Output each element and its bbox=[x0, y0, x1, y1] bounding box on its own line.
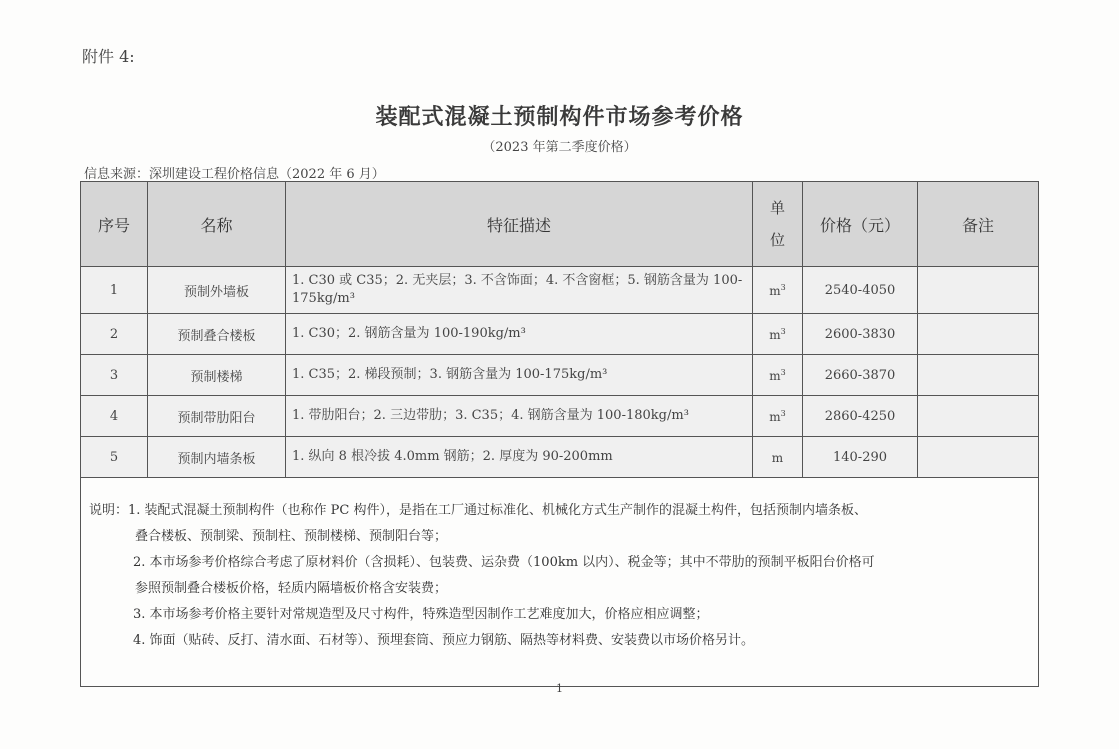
table-row bbox=[81, 267, 1039, 314]
row-unit bbox=[753, 396, 803, 437]
row-name: 预制叠合楼板 bbox=[148, 314, 286, 355]
row-name: 预制楼梯 bbox=[148, 355, 286, 396]
unit-sup: 3 bbox=[780, 408, 786, 418]
notes-cell bbox=[81, 478, 1039, 687]
row-name: 预制带肋阳台 bbox=[148, 396, 286, 437]
row-price: 2600-3830 bbox=[803, 314, 918, 355]
header-unit-line2: 位 bbox=[769, 231, 785, 249]
document-subtitle: （2023 年第二季度价格） bbox=[482, 140, 637, 155]
note-line: 参照预制叠合楼板价格，轻质内隔墙板价格含安装费； bbox=[135, 581, 448, 596]
row-desc: 1. C35；2. 梯段预制；3. 钢筋含量为 100-175kg/m³ bbox=[286, 355, 753, 396]
header-unit bbox=[753, 182, 803, 267]
row-index: 2 bbox=[81, 314, 148, 355]
note-line: 2. 本市场参考价格综合考虑了原材料价（含损耗）、包装费、运杂费（100km 以内）、税金等；其中不带肋的预制平板阳台价格可 bbox=[133, 555, 875, 570]
row-index: 3 bbox=[81, 355, 148, 396]
unit-base: m bbox=[769, 409, 781, 424]
table-row bbox=[81, 396, 1039, 437]
header-name: 名称 bbox=[148, 182, 286, 267]
row-price: 2860-4250 bbox=[803, 396, 918, 437]
unit-base: m bbox=[771, 450, 784, 465]
row-desc: 1. 纵向 8 根冷拔 4.0mm 钢筋；2. 厚度为 90-200mm bbox=[286, 437, 753, 478]
unit-sup: 3 bbox=[780, 282, 786, 292]
row-desc: 1. C30 或 C35；2. 无夹层；3. 不含饰面；4. 不含窗框；5. 钢筋含量为 100-175kg/m³ bbox=[286, 267, 753, 314]
row-remark bbox=[918, 314, 1039, 355]
row-price: 140-290 bbox=[803, 437, 918, 478]
row-index: 5 bbox=[81, 437, 148, 478]
header-desc: 特征描述 bbox=[286, 182, 753, 267]
row-index: 4 bbox=[81, 396, 148, 437]
note-line: 叠合楼板、预制梁、预制柱、预制楼梯、预制阳台等； bbox=[135, 529, 448, 544]
price-table bbox=[80, 181, 1039, 687]
row-remark bbox=[918, 396, 1039, 437]
table-row bbox=[81, 437, 1039, 478]
header-remark: 备注 bbox=[918, 182, 1039, 267]
info-source: 信息来源：深圳建设工程价格信息（2022 年 6 月） bbox=[84, 167, 385, 182]
row-remark bbox=[918, 437, 1039, 478]
unit-base: m bbox=[769, 368, 781, 383]
unit-sup: 3 bbox=[780, 326, 786, 336]
row-price: 2540-4050 bbox=[803, 267, 918, 314]
unit-sup: 3 bbox=[780, 367, 786, 377]
row-index: 1 bbox=[81, 267, 148, 314]
table-header-row bbox=[81, 182, 1039, 267]
row-unit bbox=[753, 314, 803, 355]
unit-base: m bbox=[769, 283, 781, 298]
row-unit bbox=[753, 437, 803, 478]
row-unit bbox=[753, 267, 803, 314]
table-row bbox=[81, 314, 1039, 355]
row-name: 预制外墙板 bbox=[148, 267, 286, 314]
header-unit-line1: 单 bbox=[769, 199, 785, 217]
notes-row bbox=[81, 478, 1039, 687]
page-number: 1 bbox=[556, 682, 563, 695]
unit-base: m bbox=[769, 327, 781, 342]
note-line: 说明：1. 装配式混凝土预制构件（也称作 PC 构件），是指在工厂通过标准化、机械化方式生产制作的混凝土构件，包括预制内墙条板、 bbox=[89, 503, 867, 518]
attachment-label: 附件 4: bbox=[82, 47, 135, 66]
document-title: 装配式混凝土预制构件市场参考价格 bbox=[375, 104, 744, 130]
table-row bbox=[81, 355, 1039, 396]
note-line: 4. 饰面（贴砖、反打、清水面、石材等）、预埋套筒、预应力钢筋、隔热等材料费、安装费以市场价格另计。 bbox=[133, 633, 755, 648]
row-price: 2660-3870 bbox=[803, 355, 918, 396]
row-remark bbox=[918, 267, 1039, 314]
row-desc: 1. C30；2. 钢筋含量为 100-190kg/m³ bbox=[286, 314, 753, 355]
row-name: 预制内墙条板 bbox=[148, 437, 286, 478]
row-remark bbox=[918, 355, 1039, 396]
header-price: 价格（元） bbox=[803, 182, 918, 267]
note-line: 3. 本市场参考价格主要针对常规造型及尺寸构件，特殊造型因制作工艺难度加大，价格应相应调整； bbox=[133, 607, 709, 622]
header-index: 序号 bbox=[81, 182, 148, 267]
row-unit bbox=[753, 355, 803, 396]
row-desc: 1. 带肋阳台；2. 三边带肋；3. C35；4. 钢筋含量为 100-180kg/m³ bbox=[286, 396, 753, 437]
